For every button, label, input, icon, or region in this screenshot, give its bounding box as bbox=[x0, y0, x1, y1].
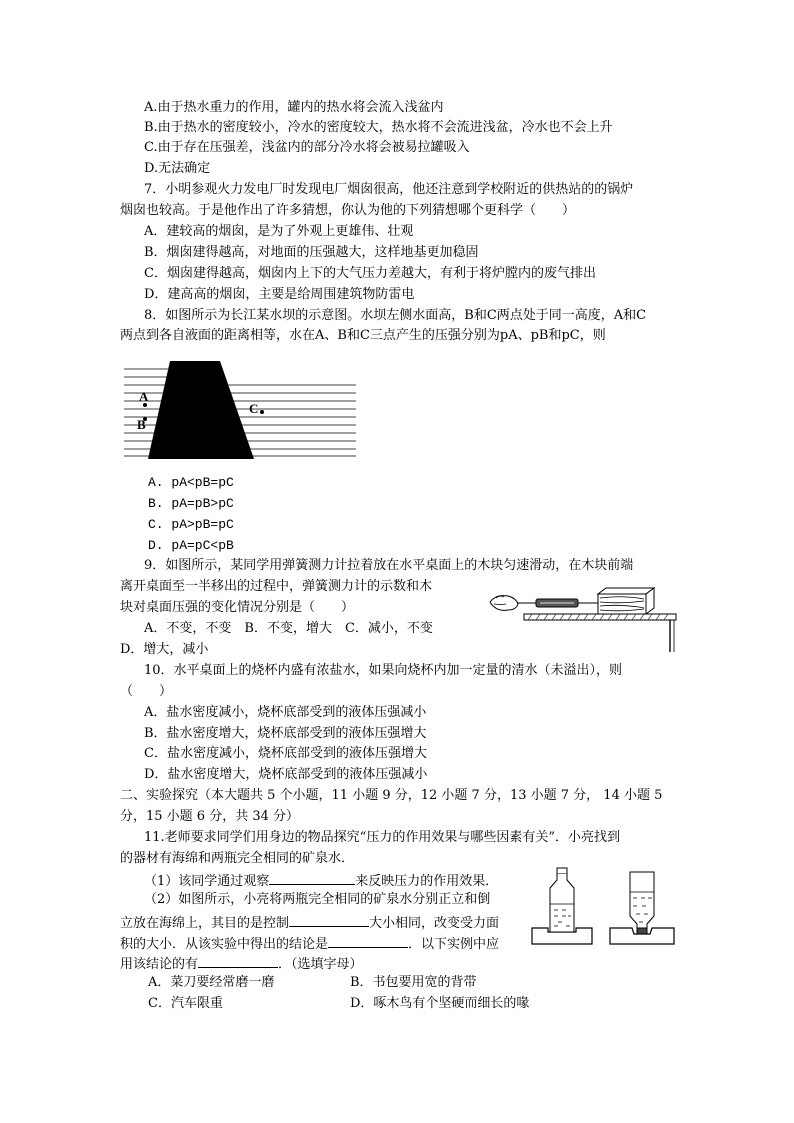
q7-stem-line1: 7．小明参观火力发电厂时发现电厂烟囱很高，他还注意到学校附近的供热站的的锅炉 bbox=[144, 182, 634, 197]
q8-stem-line2: 两点到各自液面的距离相等，水在A、B和C三点产生的压强分别为pA、pB和pC，则 bbox=[120, 328, 606, 343]
q10-option-d: D．盐水密度增大，烧杯底部受到的液体压强减小 bbox=[144, 767, 428, 782]
q11-stem-line2: 的器材有海绵和两瓶完全相同的矿泉水． bbox=[120, 851, 355, 866]
dam-body bbox=[148, 361, 254, 459]
q9-options-line2: D．增大，减小 bbox=[120, 642, 209, 657]
q9-stem-line3: 块对桌面压强的变化情况分别是（ ） bbox=[120, 600, 355, 615]
q8-option-b: B. pA=pB>pC bbox=[148, 496, 234, 511]
q11-part2-line4 bbox=[120, 953, 363, 974]
q10-stem-line1: 10．水平桌面上的烧杯内盛有浓盐水，如果向烧杯内加一定量的清水（未溢出），则 bbox=[144, 663, 623, 678]
q11-option-a: A．菜刀要经常磨一磨 bbox=[148, 975, 275, 990]
q9-stem-line2: 离开桌面至一半移出的过程中，弹簧测力计的示数和木 bbox=[120, 579, 433, 594]
q11-part1-suffix: 来反映压力的作用效果． bbox=[355, 874, 499, 889]
inverted-bottle bbox=[630, 872, 654, 934]
q11-option-d: D．啄木鸟有个坚硬而细长的喙 bbox=[350, 996, 530, 1011]
q11-part2-blank2[interactable] bbox=[328, 933, 408, 948]
q6-option-b: B.由于热水的密度较小，冷水的密度较大，热水将不会流进浅盆，冷水也不会上升 bbox=[144, 120, 613, 135]
q7-option-b: B．烟囱建得越高，对地面的压强越大，这样地基更加稳固 bbox=[144, 245, 479, 260]
section2-heading-line1: 二、实验探究（本大题共 5 个小题，11 小题 9 分，12 小题 7 分，13 小题 7 分， 14 小题 5 bbox=[120, 788, 663, 803]
point-b-label: B bbox=[137, 417, 146, 432]
q7-option-a: A．建较高的烟囱，是为了外观上更雄伟、壮观 bbox=[144, 224, 414, 239]
q11-part2-line2-prefix: 立放在海绵上，其目的是控制 bbox=[120, 916, 290, 931]
q6-option-a: A.由于热水重力的作用，罐内的热水将会流入浅盆内 bbox=[144, 100, 444, 115]
q6-option-c: C.由于存在压强差，浅盆内的部分冷水将会被易拉罐吸入 bbox=[144, 140, 470, 155]
q7-option-c: C．烟囱建得越高，烟囱内上下的大气压力差越大，有利于将炉膛内的废气排出 bbox=[144, 266, 596, 281]
q11-part2-line4-suffix: ．（选填字母） bbox=[278, 957, 363, 972]
upright-bottle bbox=[550, 868, 574, 932]
q11-part1-blank[interactable] bbox=[269, 870, 355, 885]
wood-block bbox=[598, 588, 654, 614]
point-c-dot bbox=[260, 410, 264, 414]
q9-stem-line1: 9．如图所示，某同学用弹簧测力计拉着放在水平桌面上的木块匀速滑动，在木块前端 bbox=[144, 558, 634, 573]
hand-shape bbox=[490, 596, 518, 611]
q11-part2-line3-suffix: ．以下实例中应 bbox=[408, 937, 500, 952]
bottles-on-sponge-figure bbox=[528, 864, 678, 948]
q7-option-d: D．建高高的烟囱，主要是给周围建筑物防雷电 bbox=[144, 287, 415, 302]
q11-part2-line2 bbox=[120, 912, 499, 933]
point-a-label: A bbox=[139, 389, 149, 404]
q11-part2-line4-prefix: 用该结论的有 bbox=[120, 957, 199, 972]
q8-option-a: A. pA<pB=pC bbox=[148, 475, 234, 490]
q10-stem-line2: （ ） bbox=[120, 684, 173, 699]
q11-part2-line3-prefix: 积的大小．从该实验中得出的结论是 bbox=[120, 937, 329, 952]
q10-option-c: C．盐水密度减小，烧杯底部受到的液体压强增大 bbox=[144, 746, 427, 761]
spring-scale-figure bbox=[484, 580, 684, 654]
q11-part2-line3 bbox=[120, 933, 499, 954]
point-c-label: C bbox=[249, 401, 259, 416]
q8-stem-line1: 8．如图所示为长江某水坝的示意图。水坝左侧水面高，B和C两点处于同一高度，A和C bbox=[144, 308, 647, 323]
q11-part2-blank1[interactable] bbox=[289, 912, 369, 927]
q11-part2-line1: （2）如图所示，小亮将两瓶完全相同的矿泉水分别正立和倒 bbox=[144, 892, 491, 907]
q10-option-b: B．盐水密度增大，烧杯底部受到的液体压强增大 bbox=[144, 726, 427, 741]
q11-part1 bbox=[144, 870, 498, 891]
q11-part1-prefix: （1）该同学通过观察 bbox=[144, 874, 270, 889]
q11-option-c: C．汽车限重 bbox=[148, 996, 223, 1011]
q11-option-b: B．书包要用宽的背带 bbox=[350, 975, 477, 990]
q11-stem-line1: 11.老师要求同学们用身边的物品探究“压力的作用效果与哪些因素有关”．小亮找到 bbox=[144, 830, 620, 845]
q11-part2-line2-suffix: 大小相同，改变受力面 bbox=[369, 916, 500, 931]
q11-part2-blank3[interactable] bbox=[198, 953, 278, 968]
q9-options-line1: A．不变，不变 B．不变，增大 C．减小，不变 bbox=[144, 621, 433, 636]
q8-option-d: D. pA=pC<pB bbox=[148, 538, 234, 553]
q8-option-c: C. pA>pB=pC bbox=[148, 517, 234, 532]
table-top bbox=[524, 614, 676, 620]
q6-option-d: D.无法确定 bbox=[144, 161, 211, 176]
q10-option-a: A．盐水密度减小，烧杯底部受到的液体压强减小 bbox=[144, 705, 427, 720]
q7-stem-line2: 烟囱也较高。于是他作出了许多猜想，你认为他的下列猜想哪个更科学（ ） bbox=[120, 203, 576, 218]
dam-figure bbox=[120, 361, 360, 461]
section2-heading-line2: 分，15 小题 6 分，共 34 分） bbox=[120, 809, 300, 824]
